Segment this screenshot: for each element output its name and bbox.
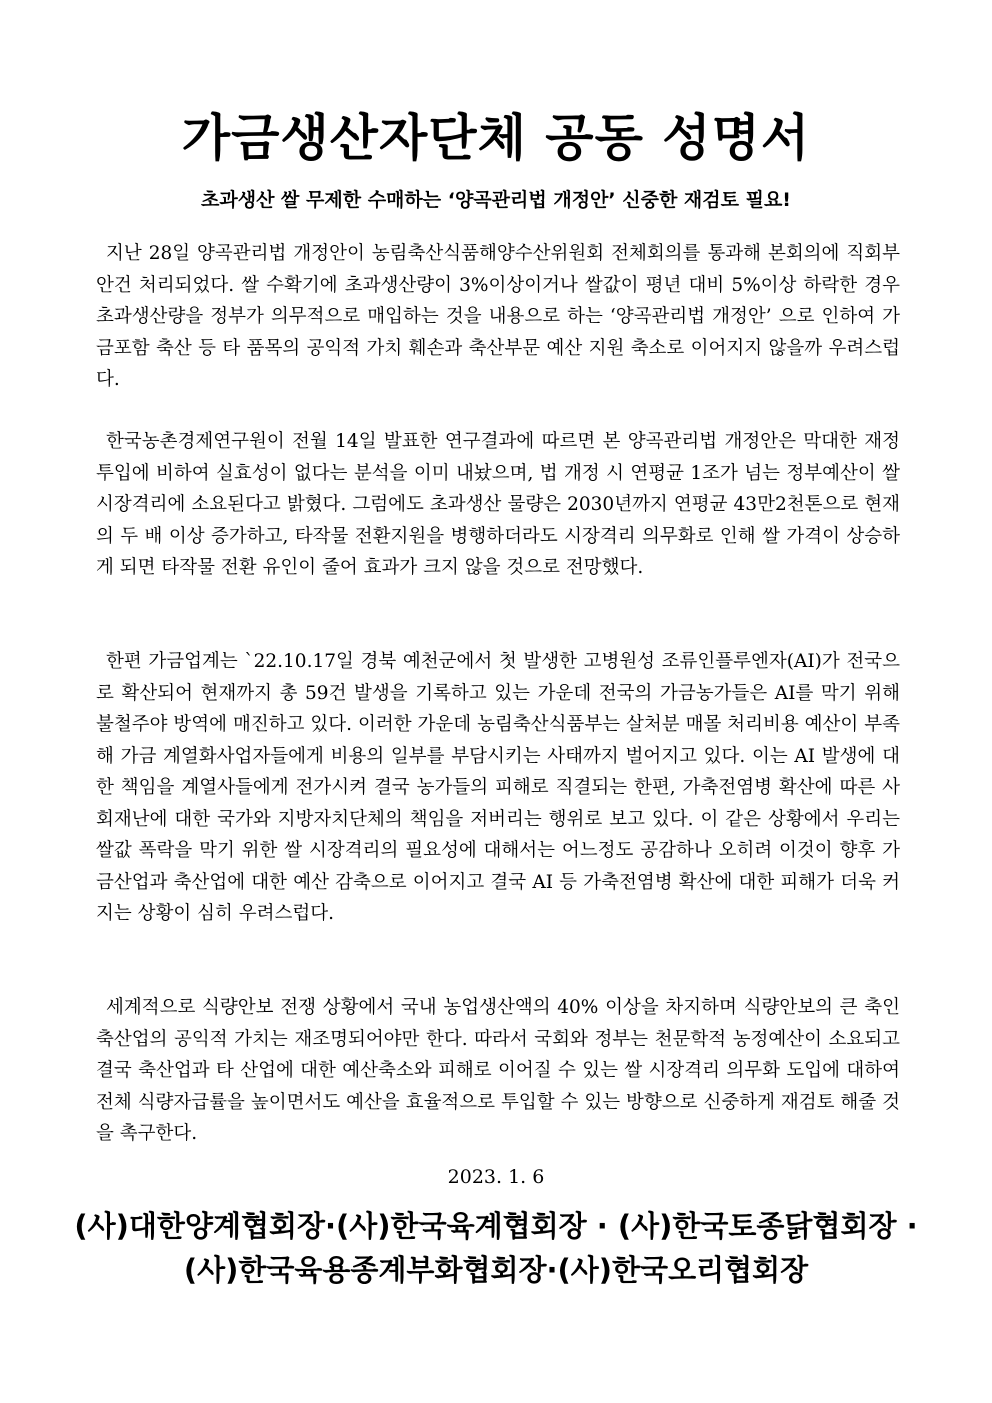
paragraph-text: 지난 28일 양곡관리법 개정안이 농림축산식품해양수산위원회 전체회의를 통과해 본회의에 직회부 안건 처리되었다. 쌀 수확기에 초과생산량이 3%이상이거나 쌀값이 평년 대비 5%이상 하락한 경우 초과생산량을 정부가 의무적으로 매입하는 것을 내용으로 하는 ‘양곡관리법 개정안’ 으로 인하여 가금포함 축산 등 타 품목의 공익적 가치 훼손과 축산부문 예산 지원 축소로 이어지지 않을까 우려스럽다. xyxy=(96,243,900,390)
body-paragraph-3 xyxy=(96,646,900,930)
signatories-line-2: (사)한국육용종계부화협회장·(사)한국오리협회장 xyxy=(183,1253,809,1287)
paragraph-text: 세계적으로 식량안보 전쟁 상황에서 국내 농업생산액의 40% 이상을 차지하며 식량안보의 큰 축인 축산업의 공익적 가치는 재조명되어야만 한다. 따라서 국회와 정부는 천문학적 농정예산이 소요되고 결국 축산업과 타 산업에 대한 예산축소와 피해로 이어질 수 있는 쌀 시장격리 의무화 도입에 대하여 전체 식량자급률을 높이면서도 예산을 효율적으로 투입할 수 있는 방향으로 신중하게 재검토 해줄 것을 촉구한다. xyxy=(96,997,900,1144)
statement-date: 2023. 1. 6 xyxy=(447,1166,545,1188)
body-paragraph-1 xyxy=(96,238,900,396)
body-paragraph-4 xyxy=(96,992,900,1150)
paragraph-text: 한편 가금업계는 `22.10.17일 경북 예천군에서 첫 발생한 고병원성 조류인플루엔자(AI)가 전국으로 확산되어 현재까지 총 59건 발생을 기록하고 있는 가운데 전국의 가금농가들은 AI를 막기 위해 불철주야 방역에 매진하고 있다. 이러한 가운데 농림축산식품부는 살처분 매몰 처리비용 예산이 부족해 가금 계열화사업자들에게 비용의 일부를 부담시키는 사태까지 벌어지고 있다. 이는 AI 발생에 대한 책임을 계열사들에게 전가시켜 결국 농가들의 피해로 직결되는 한편, 가축전염병 확산에 따른 사회재난에 대한 국가와 지방자치단체의 책임을 저버리는 행위로 보고 있다. 이 같은 상황에서 우리는 쌀값 폭락을 막기 위한 쌀 시장격리의 필요성에 대해서는 어느정도 공감하나 오히려 이것이 향후 가금산업과 축산업에 대한 예산 감축으로 이어지고 결국 AI 등 가축전염병 확산에 대한 피해가 더욱 커지는 상황이 심히 우려스럽다. xyxy=(96,651,900,924)
document-title: 가금생산자단체 공동 성명서 xyxy=(181,109,811,167)
body-paragraph-2 xyxy=(96,426,900,584)
paragraph-text: 한국농촌경제연구원이 전월 14일 발표한 연구결과에 따르면 본 양곡관리법 개정안은 막대한 재정투입에 비하여 실효성이 없다는 분석을 이미 내놨으며, 법 개정 시 연평균 1조가 넘는 정부예산이 쌀 시장격리에 소요된다고 밝혔다. 그럼에도 초과생산 물량은 2030년까지 연평균 43만2천톤으로 현재의 두 배 이상 증가하고, 타작물 전환지원을 병행하더라도 시장격리 의무화로 인해 쌀 가격이 상승하게 되면 타작물 전환 유인이 줄어 효과가 크지 않을 것으로 전망했다. xyxy=(96,431,900,578)
document-subtitle: 초과생산 쌀 무제한 수매하는 ‘양곡관리법 개정안’ 신중한 재검토 필요! xyxy=(201,189,791,211)
signatories-line-1: (사)대한양계협회장·(사)한국육계협회장 · (사)한국토종닭협회장 · xyxy=(74,1209,918,1243)
